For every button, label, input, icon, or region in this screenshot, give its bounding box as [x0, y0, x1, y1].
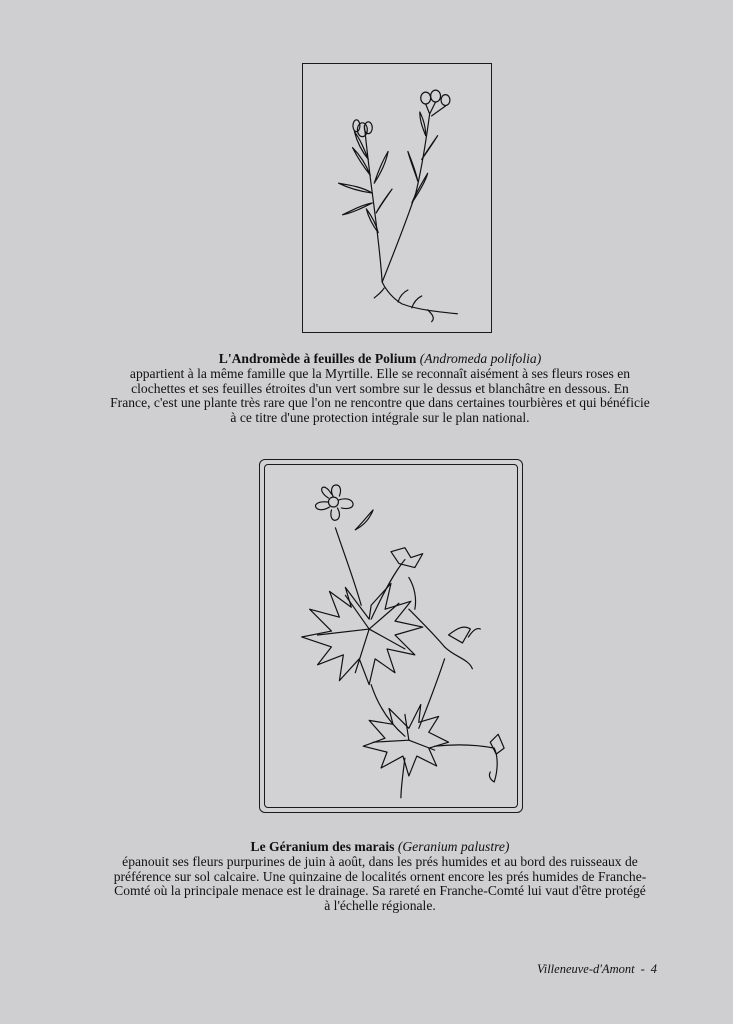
andromeda-latin-name: (Andromeda polifolia) [419, 351, 542, 366]
andromeda-caption [110, 352, 650, 426]
andromeda-illustration [302, 63, 492, 333]
andromeda-title: L'Andromède à feuilles de Polium [218, 351, 417, 366]
geranium-description: épanouit ses fleurs purpurines de juin à août, dans les prés humides et au bord des ruisseaux de préférence sur sol calcaire. Une quinzaine de localités ornent encore les prés humides de Franche-Comté où la principale menace est le drainage. Sa rareté en Franche-Comté lui vaut d'être protégé à l'échelle régionale. [113, 853, 647, 914]
andromeda-drawing [303, 64, 491, 332]
footer-separator: - [640, 962, 645, 976]
page-number: 4 [650, 962, 657, 976]
geranium-caption [110, 840, 650, 914]
geranium-latin-name: (Geranium palustre) [397, 839, 510, 854]
page-footer [537, 962, 657, 977]
andromeda-description: appartient à la même famille que la Myrtille. Elle se reconnaît aisément à ses fleurs roses en clochettes et ses feuilles étroites d'un vert sombre sur le dessus et blanchâtre en dessous. En France, c'est une plante très rare que l'on ne rencontre que dans certaines tourbières et qui bénéficie à ce titre d'une protection intégrale sur le plan national. [110, 365, 650, 426]
geranium-drawing [260, 460, 522, 812]
footer-place: Villeneuve-d'Amont [537, 962, 635, 976]
geranium-illustration [259, 459, 523, 813]
geranium-title: Le Géranium des marais [250, 839, 395, 854]
